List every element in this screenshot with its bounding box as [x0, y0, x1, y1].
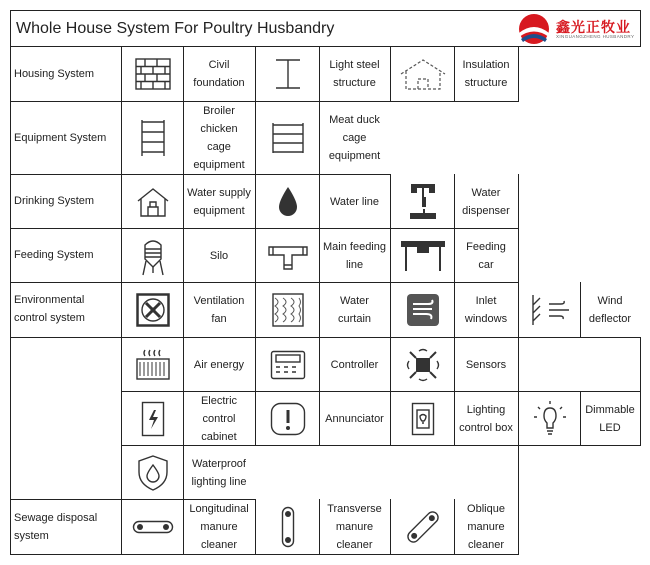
item-label: Air energy — [193, 358, 245, 371]
item-label: Civil foundation — [193, 59, 245, 89]
inlet-window-icon — [391, 283, 454, 337]
item-label: Feeding car — [466, 240, 506, 271]
item-label: Water line — [329, 195, 380, 208]
insulated-house-icon — [391, 47, 454, 101]
silo-icon — [122, 229, 183, 282]
water-curtain-icon — [256, 283, 319, 337]
led-bulb-icon — [519, 392, 580, 445]
controller-icon — [256, 338, 319, 391]
feeding-car-icon — [391, 229, 454, 282]
item-label: Annunciator — [325, 412, 384, 425]
system-name: Sewage disposal system — [14, 511, 98, 542]
item-label: Meat duck cage equipment — [328, 114, 381, 162]
item-label: Silo — [209, 249, 229, 262]
item-label: Dimmable LED — [585, 403, 635, 434]
item-label: Broiler chicken cage equipment — [193, 105, 245, 171]
grid-line — [640, 10, 641, 47]
grid-line — [580, 282, 581, 338]
item-label: Inlet windows — [464, 295, 508, 325]
system-name: Drinking System — [14, 195, 95, 207]
item-label: Longitudinal manure cleaner — [189, 503, 249, 551]
control-cabinet-icon — [122, 392, 183, 445]
item-label: Water supply equipment — [187, 186, 251, 217]
logo-brand-text: 鑫光正牧业 — [556, 19, 631, 35]
item-label: Electric control cabinet — [200, 394, 238, 443]
item-label: Transverse manure cleaner — [327, 503, 382, 551]
system-name: Housing System — [14, 67, 95, 80]
grid-line — [10, 10, 11, 555]
item-label: Lighting control box — [459, 403, 513, 434]
system-name: Environmental control system — [14, 294, 85, 324]
heat-pump-icon — [122, 338, 183, 391]
logo-subtitle-text: XINGUANGZHENG HUSBANDRY — [556, 34, 635, 39]
logo-emblem-icon — [516, 13, 552, 45]
sensor-icon — [391, 338, 454, 391]
grid-line — [10, 10, 641, 11]
cage-rack-icon — [122, 102, 183, 174]
system-name: Equipment System — [14, 131, 107, 144]
grid-line — [640, 337, 641, 446]
longitudinal-belt-icon — [122, 500, 183, 554]
grid-line — [580, 391, 581, 446]
cage-shelf-icon — [256, 102, 319, 174]
item-label: Insulation structure — [462, 59, 510, 89]
grid-line — [518, 174, 519, 555]
item-label: Wind deflector — [588, 295, 632, 325]
grid-line — [183, 46, 184, 555]
grid-line — [454, 499, 455, 555]
grid-line — [10, 554, 519, 555]
item-label: Oblique manure cleaner — [467, 503, 505, 551]
grid-line — [319, 46, 320, 446]
grid-line — [518, 46, 519, 102]
item-label: Water dispenser — [462, 186, 510, 217]
item-label: Ventilation fan — [193, 295, 245, 325]
oblique-belt-icon — [391, 500, 454, 554]
transverse-belt-icon — [256, 500, 319, 554]
grid-line — [319, 499, 320, 555]
item-label: Sensors — [465, 358, 507, 371]
grid-line — [454, 174, 455, 446]
waterproof-shield-icon — [122, 446, 183, 499]
item-label: Main feeding line — [323, 240, 386, 271]
company-logo — [516, 13, 640, 45]
item-label: Light steel structure — [329, 59, 380, 89]
brick-wall-icon — [122, 47, 183, 101]
dispenser-icon — [391, 175, 454, 228]
wind-deflector-icon — [519, 283, 580, 337]
system-name: Feeding System — [14, 249, 94, 261]
alarm-icon — [256, 392, 319, 445]
light-switch-icon — [391, 392, 454, 445]
water-drop-icon — [256, 175, 319, 228]
steel-beam-icon — [256, 47, 319, 101]
fan-icon — [122, 283, 183, 337]
item-label: Controller — [330, 358, 379, 371]
item-label: Water curtain — [337, 295, 372, 325]
water-tank-house-icon — [122, 175, 183, 228]
pipe-tee-icon — [256, 229, 319, 282]
page-title: Whole House System For Poultry Husbandry — [16, 20, 335, 37]
grid-line — [454, 46, 455, 102]
item-label: Waterproof lighting line — [191, 457, 247, 488]
